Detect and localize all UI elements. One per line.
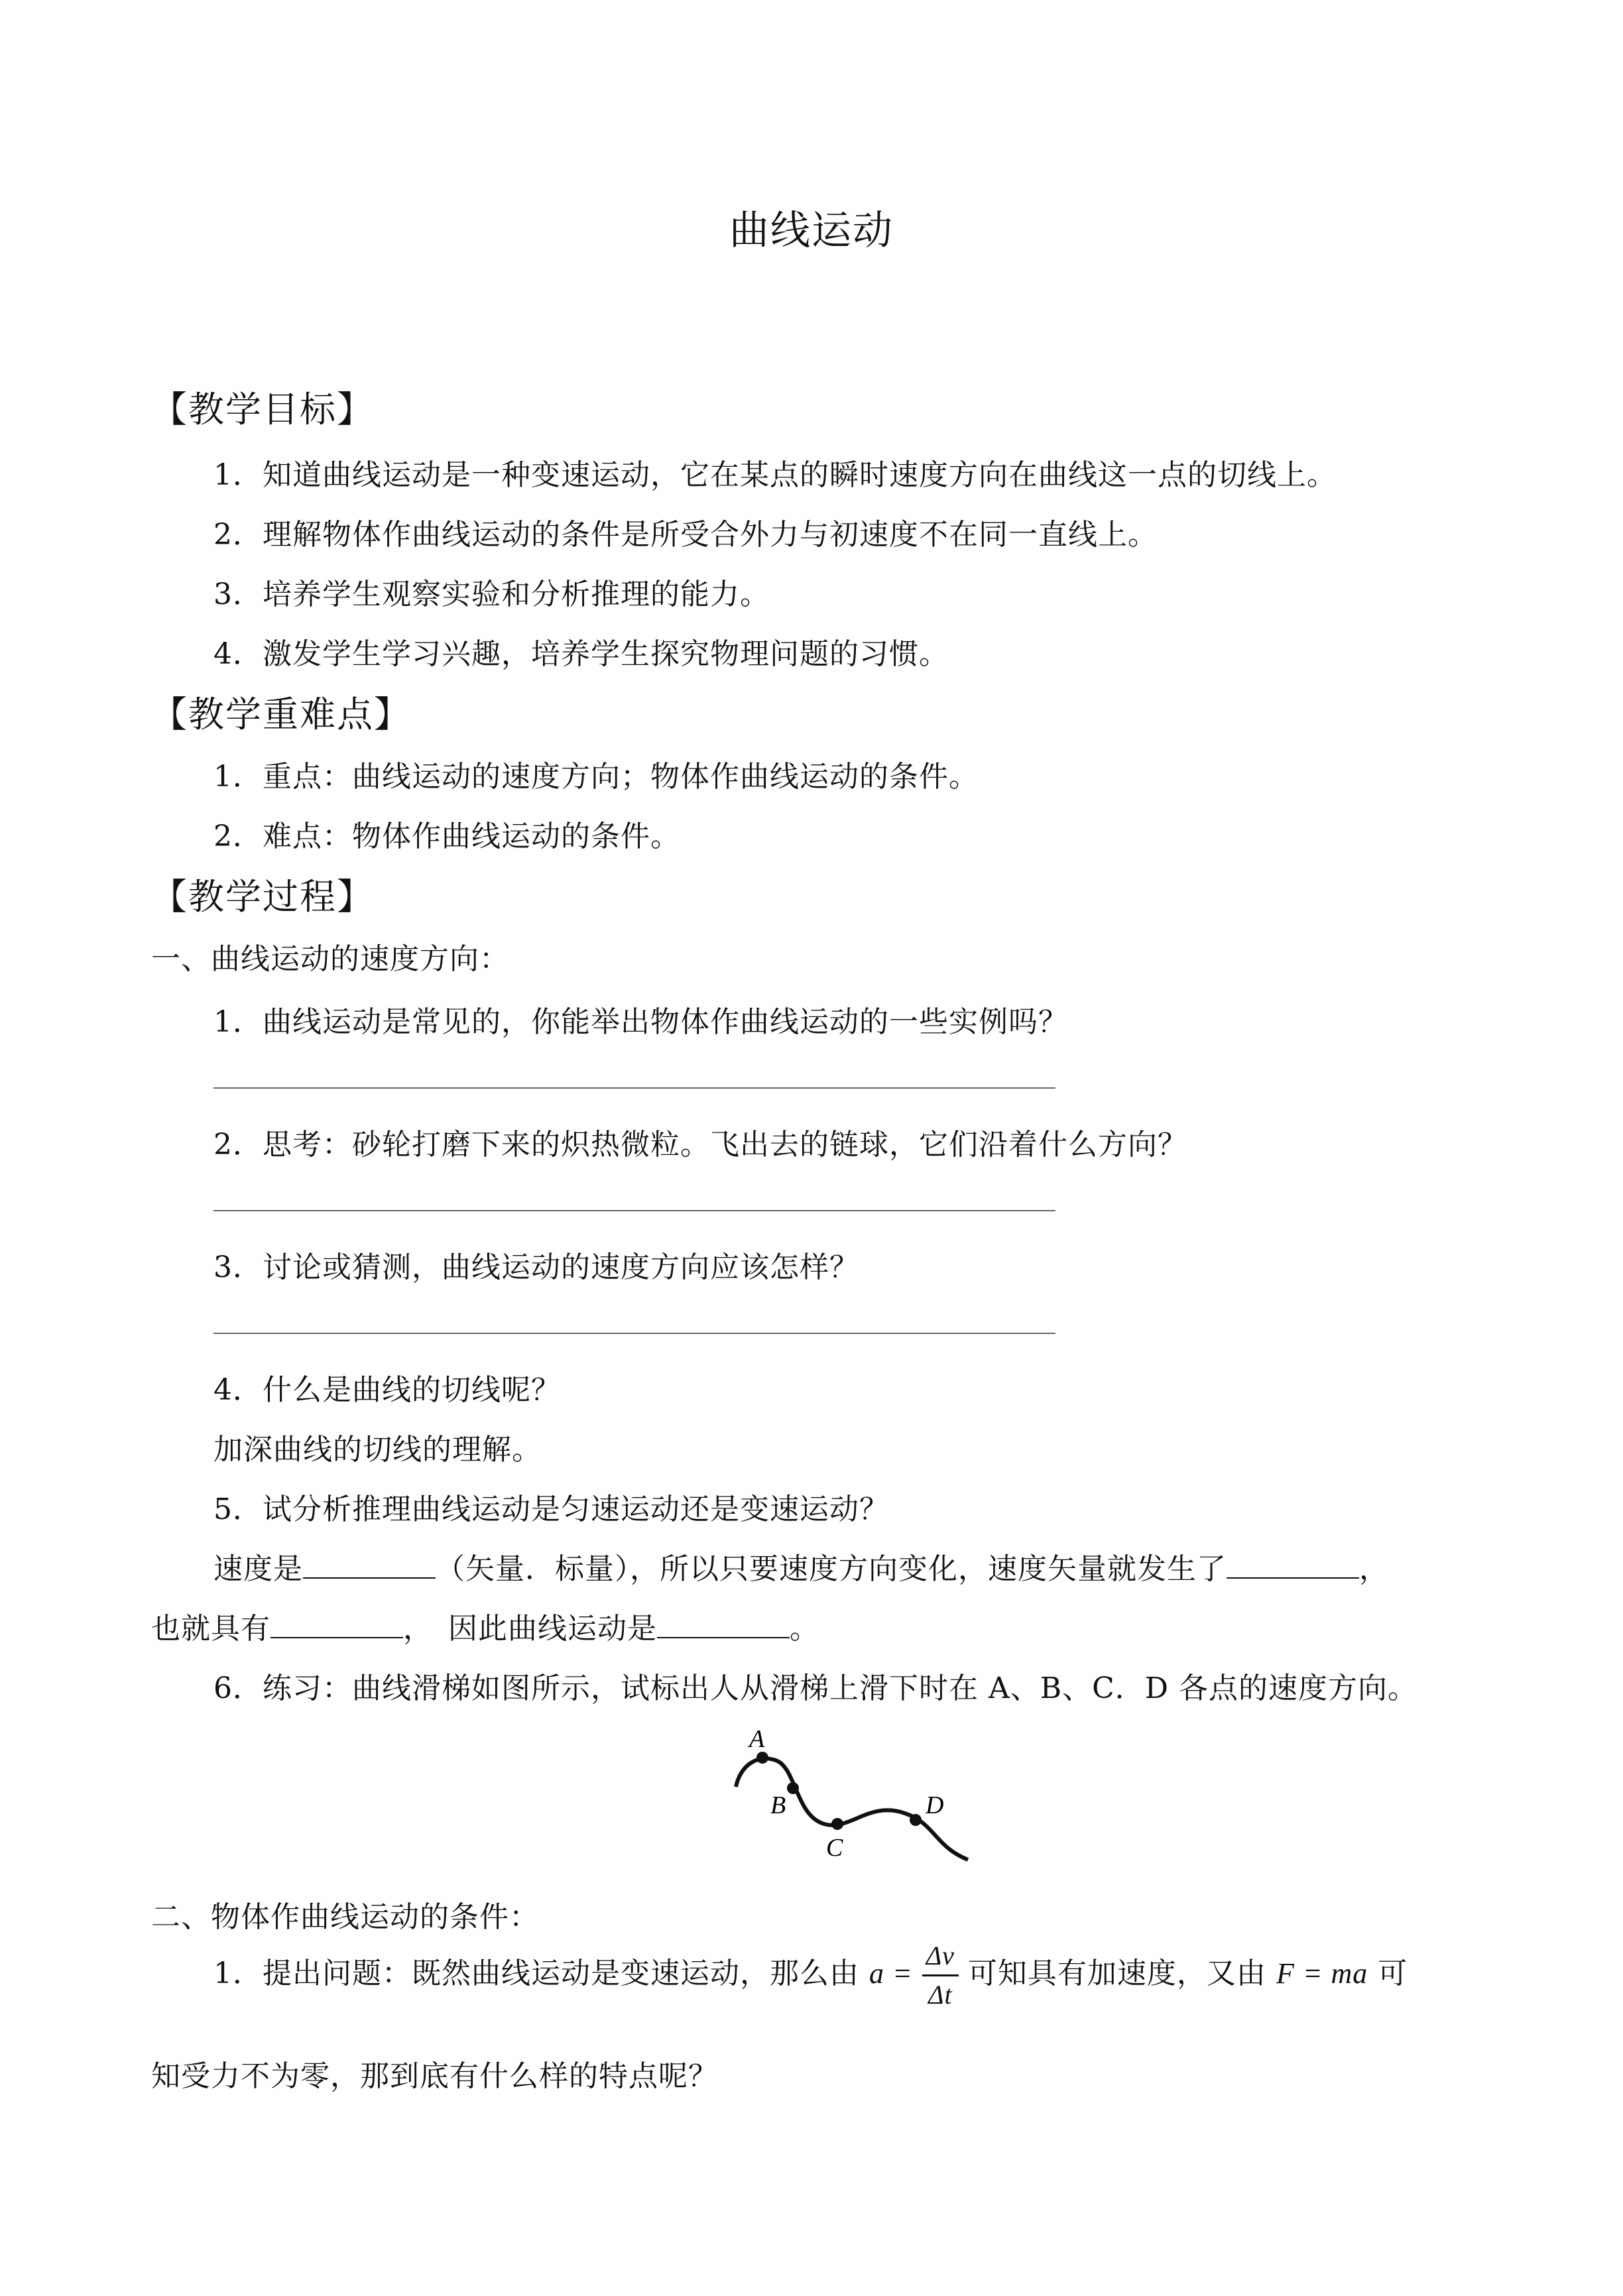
answer-line-1[interactable] [213,1087,1055,1089]
goal-item-3: 3．培养学生观察实验和分析推理的能力。 [213,577,770,611]
key-point-item-1: 1．重点：曲线运动的速度方向；物体作曲线运动的条件。 [213,760,979,794]
question-2: 2．思考：砂轮打磨下来的炽热微粒。飞出去的链球，它们沿着什么方向？ [213,1128,1187,1162]
label-a: A [749,1725,765,1753]
fill-text-e: ， 因此曲线运动是 [403,1612,657,1646]
part2-title: 二、物体作曲线运动的条件： [151,1900,539,1934]
question-5-fill-line-1 [213,1545,1389,1587]
answer-line-3[interactable] [213,1333,1055,1334]
key-point-item-2: 2．难点：物体作曲线运动的条件。 [213,819,680,853]
goals-heading: 【教学目标】 [151,389,374,430]
point-a [756,1752,768,1764]
point-b [787,1782,799,1794]
question-4-note: 加深曲线的切线的理解。 [213,1433,542,1467]
formula-a-numerator: Δv [922,1943,959,1976]
question-1: 1．曲线运动是常见的，你能举出物体作曲线运动的一些实例吗？ [213,1005,1068,1039]
label-b: B [770,1791,786,1819]
part2-text-c: 可 [1378,1957,1408,1990]
fill-text-d: 也就具有 [151,1612,270,1646]
formula-f: F = ma [1276,1957,1368,1990]
question-6: 6．练习：曲线滑梯如图所示，试标出人从滑梯上滑下时在 A、B、C．D 各点的速度方向。 [213,1671,1418,1705]
goal-item-1: 1．知道曲线运动是一种变速运动，它在某点的瞬时速度方向在曲线这一点的切线上。 [213,458,1337,492]
blank-2[interactable] [1227,1553,1359,1579]
question-5: 5．试分析推理曲线运动是匀速运动还是变速运动？ [213,1492,889,1526]
part2-question-1-line-1 [213,1943,1408,2008]
part2-text-a: 1．提出问题：既然曲线运动是变速运动，那么由 [213,1957,859,1990]
question-3: 3．讨论或猜测，曲线运动的速度方向应该怎样？ [213,1250,859,1284]
label-d: D [926,1791,944,1819]
fill-text-a: 速度是 [213,1552,303,1586]
point-c [831,1818,843,1830]
formula-a-fraction [922,1943,959,2008]
fill-text-f: 。 [790,1612,819,1646]
blank-1[interactable] [303,1553,436,1579]
goal-item-4: 4．激发学生学习兴趣，培养学生探究物理问题的习惯。 [213,637,949,671]
part2-question-1-line-2: 知受力不为零，那到底有什么样的特点呢？ [151,2059,718,2093]
label-c: C [826,1834,843,1862]
part2-text-b: 可知具有加速度，又由 [967,1957,1266,1990]
key-points-heading: 【教学重难点】 [151,694,411,735]
question-5-fill-line-2 [151,1604,819,1647]
formula-a-denominator: Δt [928,1980,953,2010]
formula-a-lhs: a = [869,1957,913,1990]
fill-text-c: ， [1359,1552,1389,1586]
slide-curve-figure [716,1714,981,1873]
blank-4[interactable] [657,1613,790,1638]
process-heading: 【教学过程】 [151,876,374,918]
fill-text-b: （矢量．标量），所以只要速度方向变化，速度矢量就发生了 [436,1552,1227,1586]
answer-line-2[interactable] [213,1210,1055,1211]
question-4: 4．什么是曲线的切线呢？ [213,1373,561,1407]
goal-item-2: 2．理解物体作曲线运动的条件是所受合外力与初速度不在同一直线上。 [213,518,1158,552]
point-d [910,1814,922,1826]
part1-title: 一、曲线运动的速度方向： [151,942,509,976]
page-title: 曲线运动 [729,208,894,254]
blank-3[interactable] [270,1613,403,1638]
